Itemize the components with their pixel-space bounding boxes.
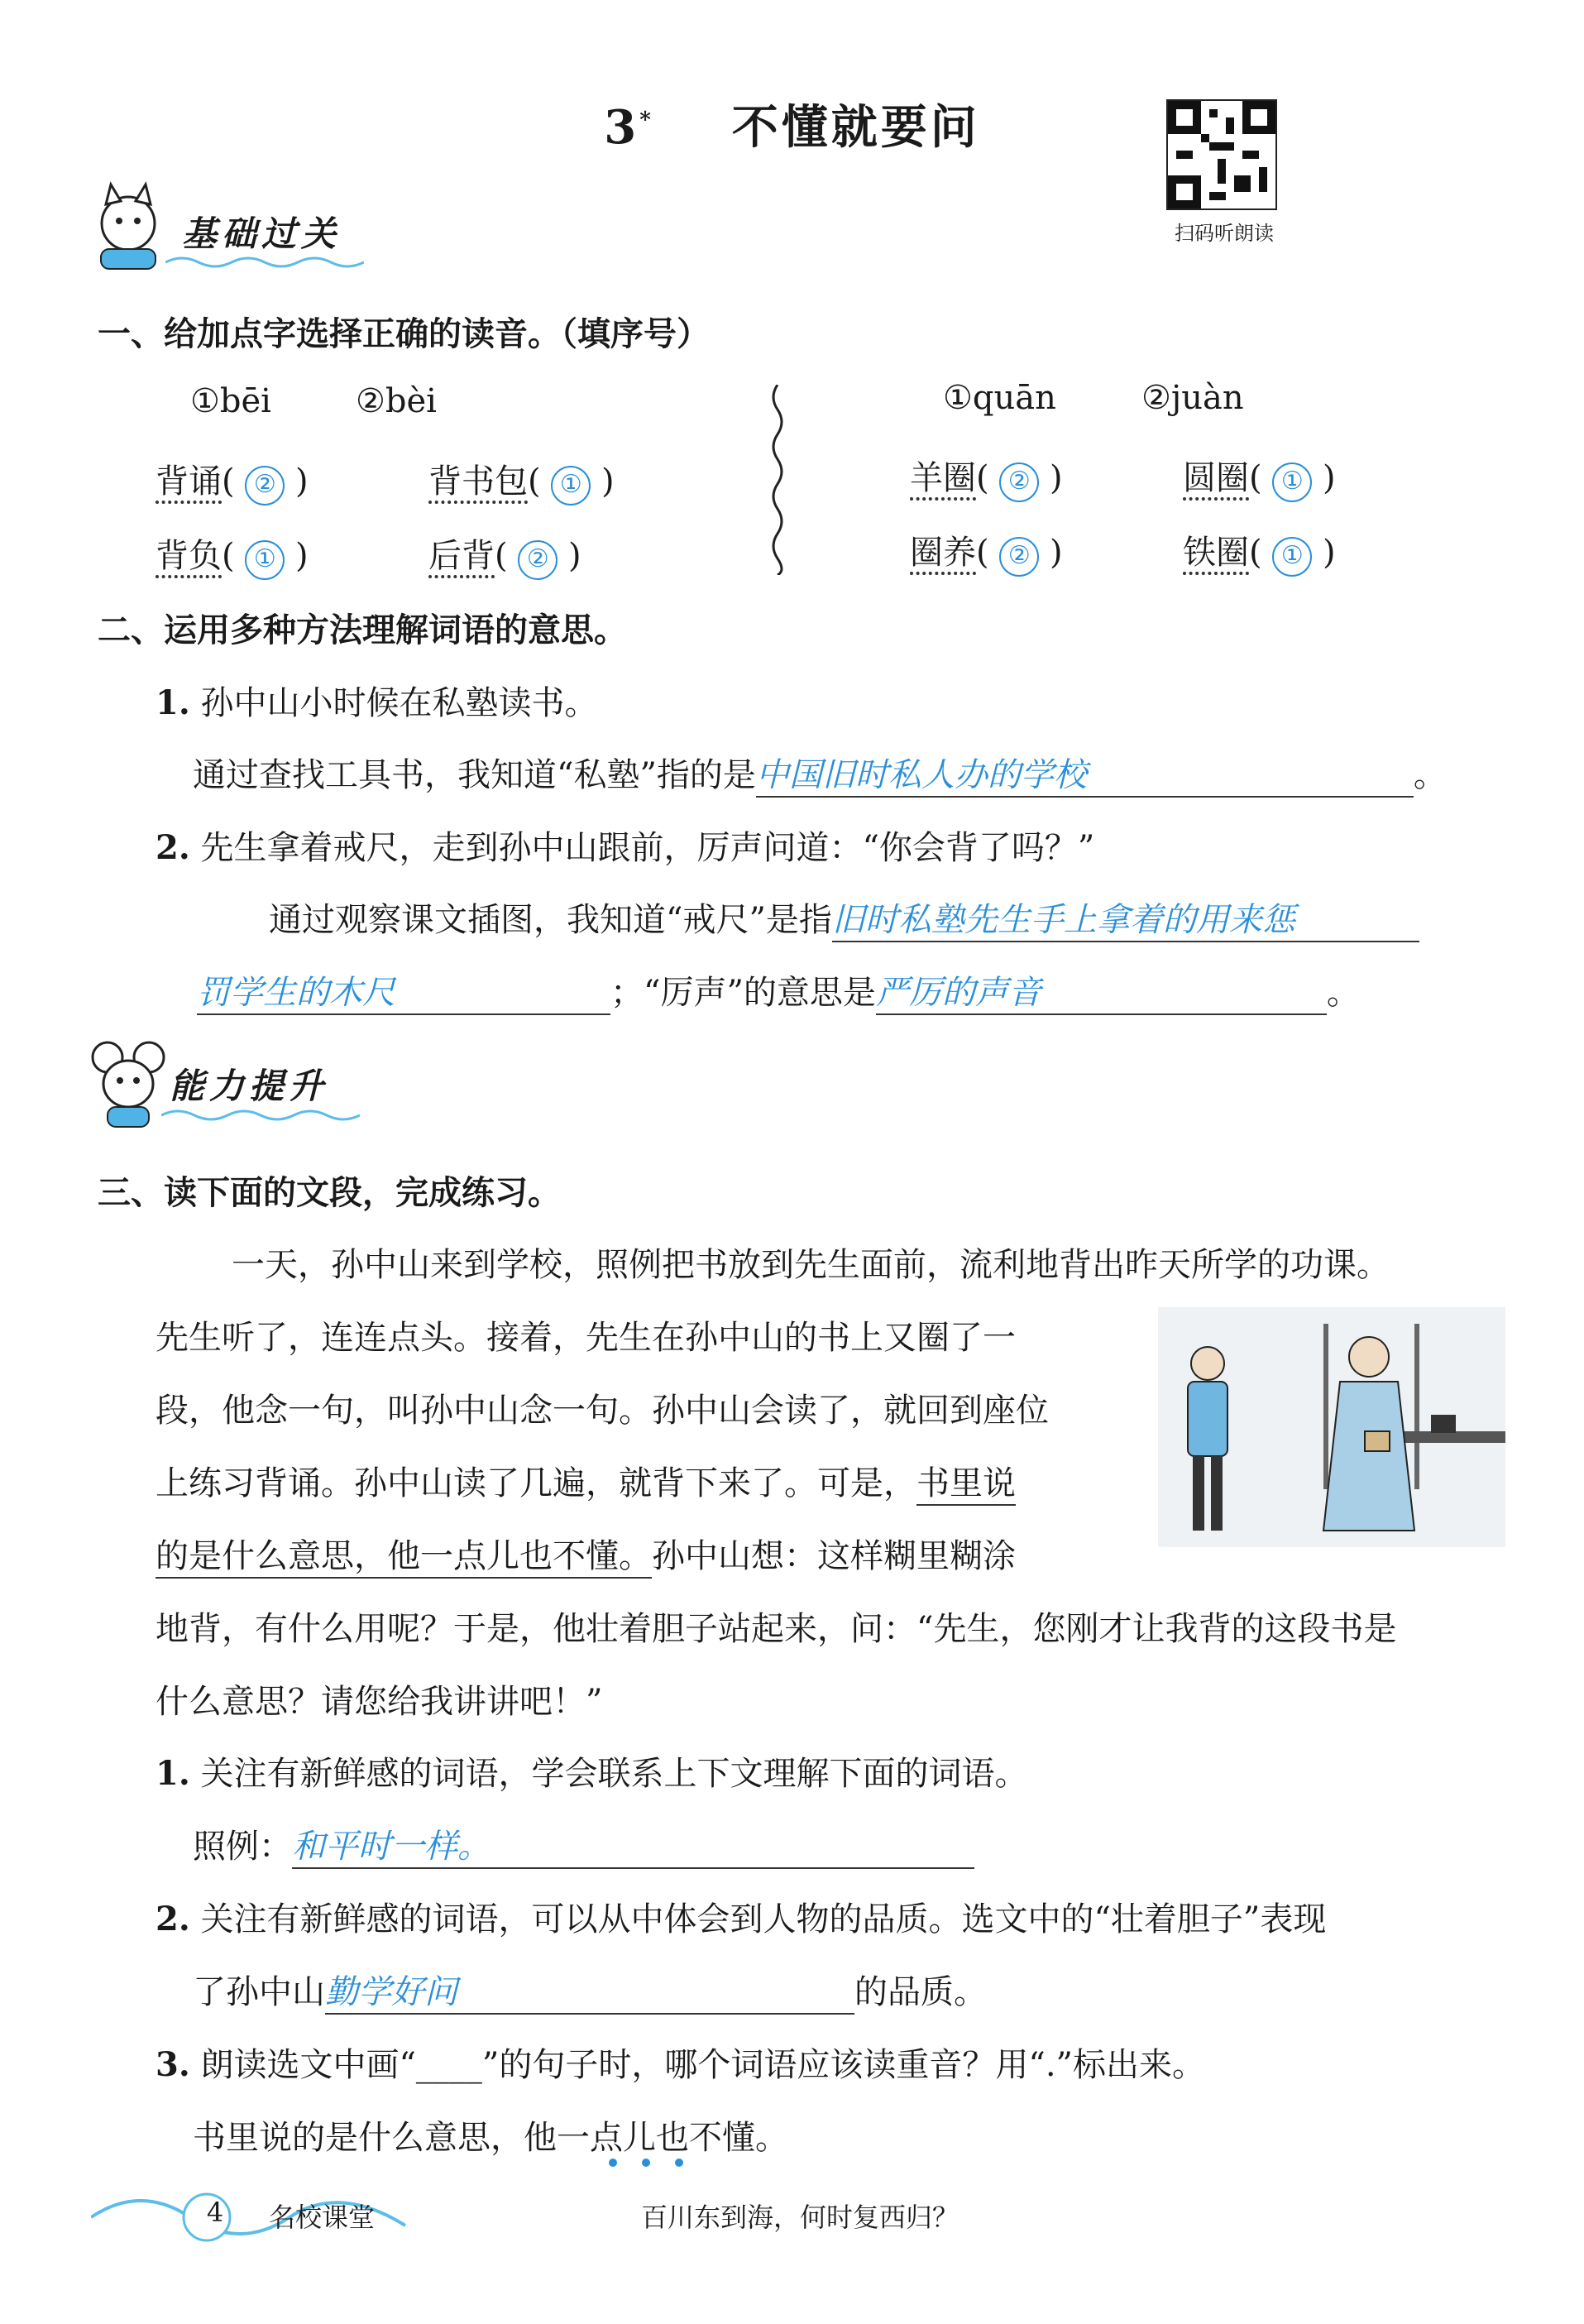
footer-quote: 百川东到海，何时复西归？ [641, 2202, 959, 2233]
mouse-mascot-icon [83, 1034, 174, 1133]
q1-item-answer[interactable]: ① [245, 540, 285, 580]
q2-sub2-label: 2. [156, 828, 190, 867]
teacher-student-illustration [1158, 1307, 1505, 1547]
column-divider [769, 385, 786, 575]
q3-sub3 [156, 2039, 1205, 2086]
qr-code-icon [1168, 101, 1275, 208]
q1-item: 圆圈( ① ) [1183, 452, 1336, 502]
lesson-title-text: 不懂就要问 [731, 100, 980, 155]
passage-line-7: 什么意思？请您给我讲讲吧！” [156, 1683, 603, 1721]
q1-item-word: 羊圈 [910, 459, 976, 497]
q3-sub2 [156, 1893, 1326, 1940]
q2-sub1-prompt: 通过查找工具书，我知道“私塾”指的是 [193, 756, 756, 794]
q1-item-answer[interactable]: ① [1272, 462, 1312, 502]
q1-item-word: 后背 [428, 537, 495, 575]
banner-text-ability: 能力提升 [170, 1066, 329, 1106]
q3-heading: 三、读下面的文段，完成练习。 [98, 1174, 561, 1212]
q1-right-option-2: ②juàn [1141, 379, 1244, 417]
q1-item-answer[interactable]: ② [245, 466, 285, 506]
q3-sub3-label: 3. [156, 2045, 190, 2084]
q1-left-option-1: ①bēi [190, 382, 271, 420]
q2-sub2-answer-blank-c[interactable] [876, 966, 1327, 1015]
q3-sub3-sentence: 书里说的是什么意思，他一点儿也不懂。 [193, 2119, 788, 2157]
q3-sub2-text: 关注有新鲜感的词语，可以从中体会到人物的品质。选文中的“壮着胆子”表现 [200, 1900, 1327, 1938]
q2-sub1 [156, 677, 597, 724]
q2-sub2-text: 先生拿着戒尺，走到孙中山跟前，厉声问道：“你会背了吗？” [200, 829, 1095, 867]
q2-sub2-answer-b: 罚学生的木尺 [197, 974, 395, 1012]
q2-sub2-prompt: 通过观察课文插图，我知道“戒尺”是指 [269, 901, 832, 939]
q3-sub1-label: 1. [156, 1754, 190, 1793]
q2-sub2-answer-a: 旧时私塾先生手上拿着的用来惩 [831, 901, 1295, 939]
q1-item-answer[interactable]: ② [999, 537, 1039, 577]
q3-sub2-prompt: 了孙中山 [193, 1973, 325, 2011]
q3-sub2-prompt-line [193, 1966, 987, 2015]
q1-item-answer[interactable]: ② [999, 462, 1039, 502]
passage-line-2: 先生听了，连连点头。接着，先生在孙中山的书上又圈了一 [156, 1319, 1016, 1357]
q1-item: 背书包( ① ) [428, 455, 615, 506]
q1-item: 羊圈( ② ) [910, 452, 1063, 502]
q3-sub1-answer-blank[interactable] [292, 1820, 974, 1869]
q2-sub1-text: 孙中山小时候在私塾读书。 [200, 684, 598, 722]
q2-sub2-answer-c: 严厉的声音 [875, 974, 1041, 1012]
q3-sub1 [156, 1747, 1027, 1795]
q1-heading: 一、给加点字选择正确的读音。（填序号） [98, 315, 710, 353]
q3-sub2-end: 的品质。 [854, 1973, 987, 2011]
qr-label: 扫码听朗读 [1175, 222, 1274, 245]
q2-sub1-end: 。 [1413, 756, 1447, 794]
q2-sub2-mid: ；“厉声”的意思是 [610, 974, 876, 1012]
q3-sub2-answer: 勤学好问 [325, 1973, 457, 2011]
q3-sub2-answer-blank[interactable] [325, 1966, 854, 2015]
q2-sub2-prompt-line [269, 894, 1419, 942]
q3-sub1-answer: 和平时一样。 [292, 1828, 491, 1866]
q2-heading: 二、运用多种方法理解词语的意思。 [98, 611, 627, 649]
q1-left-option-2: ②bèi [356, 382, 437, 420]
q1-item-answer[interactable]: ① [1272, 537, 1312, 577]
q2-sub2-second-line [197, 966, 1360, 1015]
banner-wave [165, 254, 364, 271]
lesson-number: 3 [604, 100, 640, 155]
q2-sub2-answer-blank-a[interactable] [832, 894, 1419, 942]
q2-sub1-label: 1. [156, 683, 190, 722]
q1-item: 背诵( ② ) [156, 455, 309, 506]
passage-underlined-end: 的是什么意思，他一点儿也不懂。 [156, 1530, 652, 1579]
q2-sub1-answer: 中国旧时私人办的学校 [755, 756, 1087, 794]
passage-underlined-start: 书里说 [916, 1457, 1016, 1506]
qr-code[interactable] [1166, 99, 1277, 210]
lesson-title [0, 91, 1584, 157]
q2-sub1-answer-blank[interactable] [756, 749, 1414, 798]
q1-right-option-1: ①quān [943, 379, 1056, 417]
passage-line-5-text: 孙中山想：这样糊里糊涂 [652, 1537, 1016, 1575]
q2-sub1-prompt-line [193, 749, 1447, 798]
banner-text-basic: 基础过关 [182, 213, 342, 254]
q1-item-answer[interactable]: ① [551, 466, 591, 506]
passage-line-4 [156, 1457, 1016, 1506]
q2-sub2-answer-blank-b[interactable] [197, 966, 610, 1015]
section-banner-basic [83, 178, 364, 277]
cat-mascot-icon [83, 178, 174, 277]
passage-line-1: 一天，孙中山来到学校，照例把书放到先生面前，流利地背出昨天所学的功课。 [232, 1246, 1390, 1284]
passage-line-6: 地背，有什么用呢？于是，他壮着胆子站起来，问：“先生，您刚才让我背的这段书是 [156, 1610, 1397, 1648]
q1-item-word: 圆圈 [1183, 459, 1249, 497]
q3-sub1-text: 关注有新鲜感的词语，学会联系上下文理解下面的词语。 [200, 1755, 1028, 1793]
passage-line-5 [156, 1530, 1016, 1579]
q3-sub1-prompt-line [193, 1820, 974, 1869]
q1-item-word: 背书包 [428, 462, 528, 501]
q2-sub2 [156, 822, 1094, 869]
q3-sub3-text: 朗读选文中画“____”的句子时，哪个词语应该读重音？用“.”标出来。 [200, 2046, 1205, 2084]
page-number: 4 [206, 2197, 224, 2228]
q3-sub2-label: 2. [156, 1900, 190, 1938]
passage-line-3: 段，他念一句，叫孙中山念一句。孙中山会读了，就回到座位 [156, 1392, 1049, 1430]
q1-item-word: 圈养 [910, 534, 976, 572]
book-name: 名校课堂 [269, 2202, 376, 2233]
emphasis-dots [608, 2158, 707, 2168]
passage-line-4-text: 上练习背诵。孙中山读了几遍，就背下来了。可是， [156, 1464, 916, 1502]
q1-item: 背负( ① ) [156, 529, 309, 580]
q1-item: 铁圈( ① ) [1183, 526, 1336, 577]
q1-item: 后背( ② ) [428, 529, 581, 580]
banner-wave [161, 1107, 360, 1124]
q1-item-word: 铁圈 [1183, 534, 1249, 572]
q1-item-answer[interactable]: ② [518, 540, 558, 580]
q1-item-word: 背诵 [156, 462, 222, 501]
q2-sub2-end: 。 [1326, 974, 1360, 1012]
q1-item: 圈养( ② ) [910, 526, 1063, 577]
q3-sub1-prompt: 照例： [193, 1828, 292, 1866]
lesson-star: * [639, 108, 654, 133]
q1-item-word: 背负 [156, 537, 222, 575]
